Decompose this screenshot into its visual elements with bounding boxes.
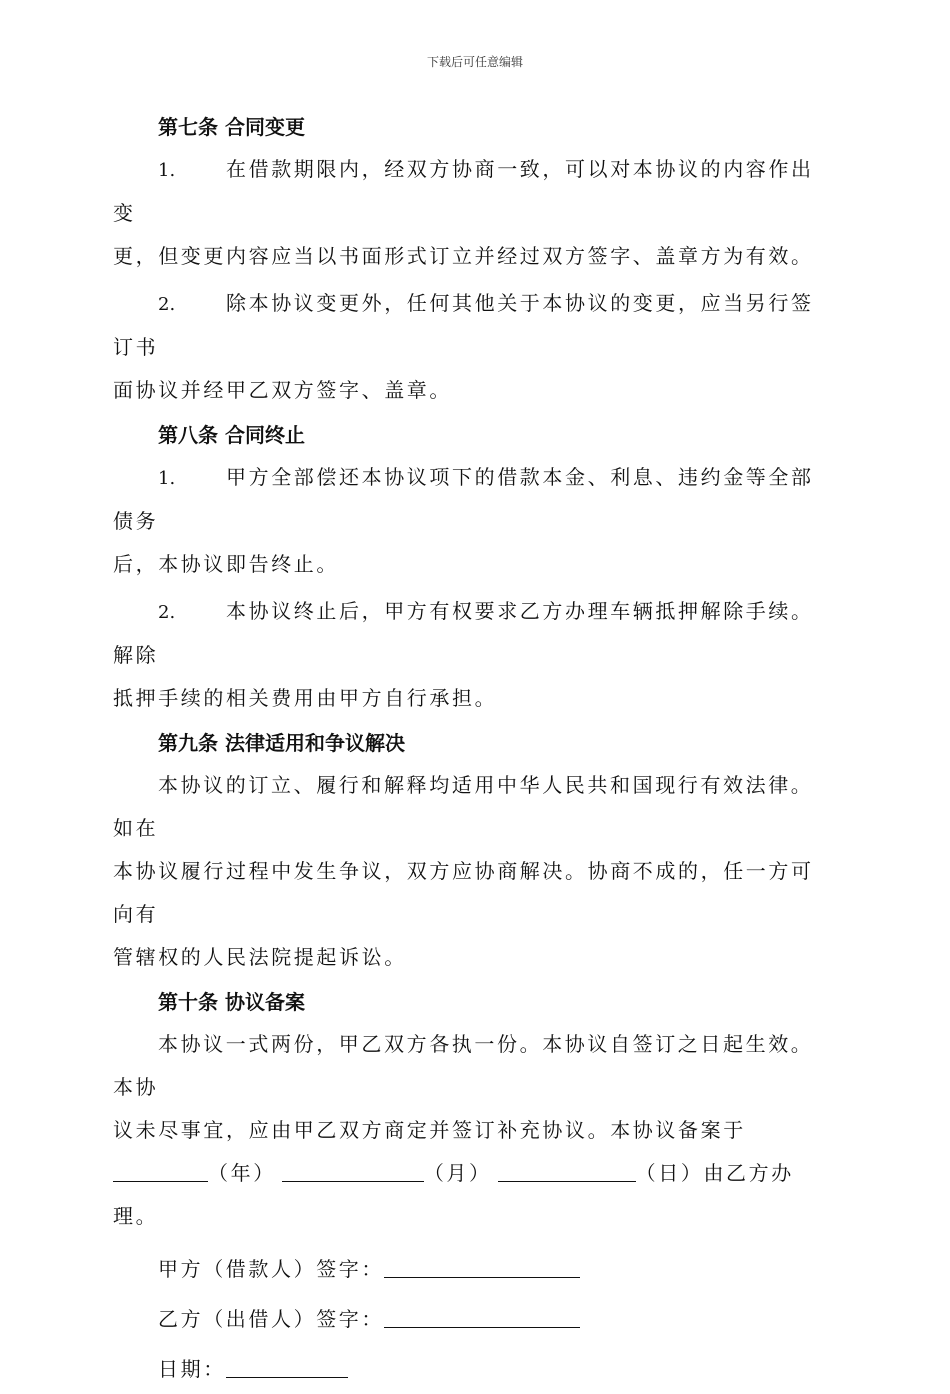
party-b-signature	[158, 1294, 833, 1344]
item-text: 后，本协议即告终止。	[113, 552, 339, 576]
paragraph-line: 本协议的订立、履行和解释均适用中华人民共和国现行有效法律。如在	[113, 773, 814, 840]
article-9-paragraph	[113, 764, 833, 979]
article-7-item-1	[113, 148, 833, 278]
item-text: 在借款期限内，经双方协商一致，可以对本协议的内容作出变	[113, 157, 814, 225]
day-label: （日）	[635, 1161, 704, 1185]
item-number: 2.	[158, 294, 176, 315]
article-7-item-2	[113, 282, 833, 412]
party-a-label: 甲方（借款人）签字：	[158, 1257, 384, 1281]
date-signature	[158, 1344, 833, 1394]
item-text: 抵押手续的相关费用由甲方自行承担。	[113, 686, 498, 710]
date-label: 日期：	[158, 1357, 226, 1381]
article-10-paragraph	[113, 1023, 833, 1238]
article-8-item-1	[113, 456, 833, 586]
handler-text: 由乙方办理。	[113, 1161, 794, 1228]
filing-date-line	[113, 1152, 833, 1238]
item-text: 更，但变更内容应当以书面形式订立并经过双方签字、盖章方为有效。	[113, 244, 814, 268]
item-text: 本协议终止后，甲方有权要求乙方办理车辆抵押解除手续。解除	[113, 599, 814, 667]
month-label: （月）	[423, 1161, 492, 1185]
article-9-heading: 第九条 法律适用和争议解决	[158, 731, 405, 755]
article-10-heading: 第十条 协议备案	[158, 990, 305, 1014]
item-text: 面协议并经甲乙双方签字、盖章。	[113, 378, 452, 402]
party-a-signature	[158, 1244, 833, 1294]
document-body	[113, 108, 833, 1394]
paragraph-line: 管辖权的人民法院提起诉讼。	[113, 945, 407, 969]
day-blank[interactable]	[498, 1161, 636, 1182]
party-b-label: 乙方（出借人）签字：	[158, 1307, 384, 1331]
article-7-heading: 第七条 合同变更	[158, 115, 305, 139]
article-8-item-2	[113, 590, 833, 720]
party-b-signature-blank[interactable]	[384, 1307, 580, 1328]
page-header: 下载后可任意编辑	[426, 55, 523, 69]
article-8-heading: 第八条 合同终止	[158, 423, 305, 447]
paragraph-line: 议未尽事宜，应由甲乙双方商定并签订补充协议。本协议备案于	[113, 1118, 746, 1142]
date-blank[interactable]	[226, 1357, 348, 1378]
paragraph-line: 本协议履行过程中发生争议，双方应协商解决。协商不成的，任一方可向有	[113, 859, 814, 926]
party-a-signature-blank[interactable]	[384, 1257, 580, 1278]
paragraph-line: 本协议一式两份，甲乙双方各执一份。本协议自签订之日起生效。本协	[113, 1032, 814, 1099]
year-label: （年）	[208, 1161, 276, 1185]
item-number: 1.	[158, 468, 176, 489]
item-number: 2.	[158, 602, 176, 623]
item-text: 除本协议变更外，任何其他关于本协议的变更，应当另行签订书	[113, 291, 814, 359]
item-text: 甲方全部偿还本协议项下的借款本金、利息、违约金等全部债务	[113, 465, 814, 533]
item-number: 1.	[158, 160, 176, 181]
year-blank[interactable]	[113, 1161, 208, 1182]
month-blank[interactable]	[282, 1161, 424, 1182]
